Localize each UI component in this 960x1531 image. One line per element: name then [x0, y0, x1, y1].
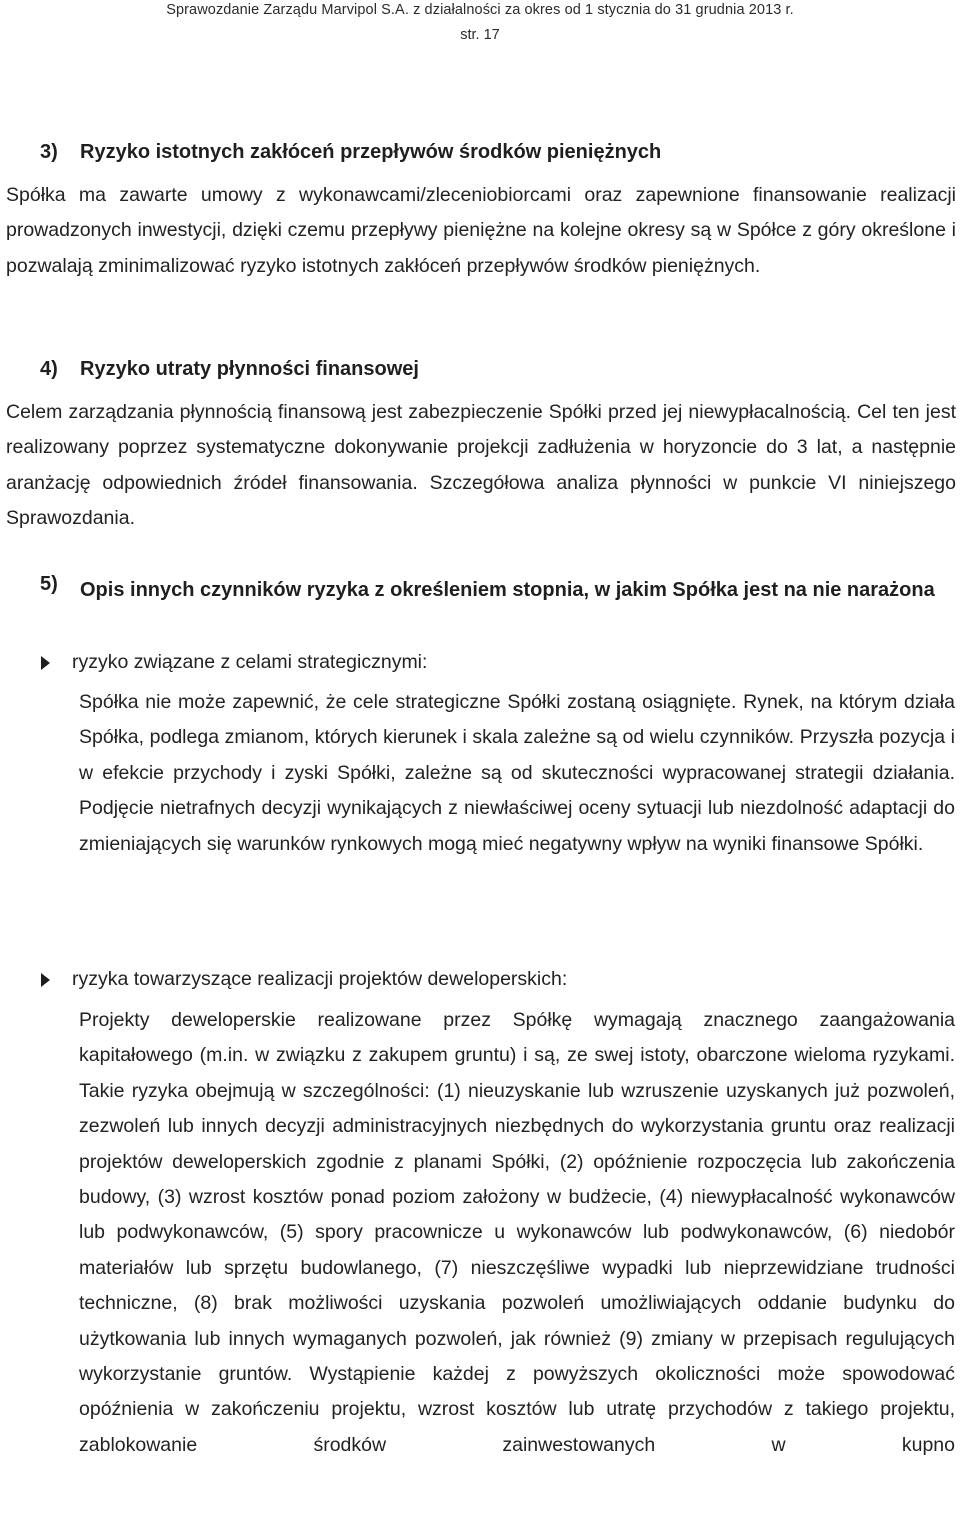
section-5-heading: [40, 573, 954, 609]
section-4-title: Ryzyko utraty płynności finansowej: [80, 358, 419, 380]
bullet-body-strategic: Spółka nie może zapewnić, że cele strategiczne Spółki zostaną osiągnięte. Rynek, na którym działa Spółka, podlega zmianom, których kierunek i skala zależne są od wielu czynników. Przyszła pozycja i w efekcie przychody i zyski Spółki, zależne są od skuteczności wypracowanej strategii działania. Podjęcie nietrafnych decyzji wynikających z niewłaściwej oceny sytuacji lub niezdolność adaptacji do zmieniających się warunków rynkowych mogą mieć negatywny wpływ na wyniki finansowe Spółki.: [79, 691, 955, 855]
section-5-title: Opis innych czynników ryzyka z określeniem stopnia, w jakim Spółka jest na nie narażona: [80, 579, 935, 601]
section-5-number: 5): [40, 573, 58, 595]
page-number: str. 17: [460, 27, 500, 43]
triangle-bullet-icon: [41, 656, 50, 670]
section-3-heading: [40, 141, 661, 164]
section-4-number: 4): [40, 358, 58, 380]
section-3-title: Ryzyko istotnych zakłóceń przepływów środków pieniężnych: [80, 141, 662, 163]
section-3-body: Spółka ma zawarte umowy z wykonawcami/zleceniobiorcami oraz zapewnione finansowanie realizacji prowadzonych inwestycji, dzięki czemu przepływy pieniężne na kolejne okresy są w Spółce z góry określone i pozwalają zminimalizować ryzyko istotnych zakłóceń przepływów środków pieniężnych.: [6, 184, 956, 277]
bullet-item-developer: [40, 968, 567, 991]
bullet-item-strategic: [40, 651, 427, 674]
bullet-label: ryzyka towarzyszące realizacji projektów deweloperskich:: [72, 968, 568, 990]
bullet-label: ryzyko związane z celami strategicznymi:: [72, 651, 428, 673]
document-header-title: Sprawozdanie Zarządu Marvipol S.A. z działalności za okres od 1 stycznia do 31 grudnia 2013 r.: [166, 2, 794, 18]
bullet-body-developer: Projekty deweloperskie realizowane przez Spółkę wymagają znacznego zaangażowania kapitałowego (m.in. w związku z zakupem gruntu) i są, ze swej istoty, obarczone wieloma ryzykami. Takie ryzyka obejmują w szczególności: (1) nieuzyskanie lub wzruszenie uzyskanych już pozwoleń, zezwoleń lub innych decyzji administracyjnych niezbędnych do wykorzystania gruntu oraz realizacji projektów deweloperskich zgodnie z planami Spółki, (2) opóźnienie rozpoczęcia lub zakończenia budowy, (3) wzrost kosztów ponad poziom założony w budżecie, (4) niewypłacalność wykonawców lub podwykonawców, (5) spory pracownicze u wykonawców lub podwykonawców, (6) niedobór materiałów lub sprzętu budowlanego, (7) nieszczęśliwe wypadki lub nieprzewidziane trudności techniczne, (8) brak możliwości uzyskania pozwoleń umożliwiających oddanie budynku do użytkowania lub innych wymaganych pozwoleń, jak również (9) zmiany w przepisach regulujących wykorzystanie gruntów. Wystąpienie każdej z powyższych okoliczności może spowodować opóźnienia w zakończeniu projektu, wzrost kosztów lub utratę przychodów z takiego projektu, zablokowanie środków zainwestowanych w kupno: [79, 1009, 955, 1456]
section-4-heading: [40, 358, 419, 381]
section-3-number: 3): [40, 141, 58, 163]
section-4-body: Celem zarządzania płynnością finansową jest zabezpieczenie Spółki przed jej niewypłacalnością. Cel ten jest realizowany poprzez systematyczne dokonywanie projekcji zadłużenia w horyzoncie do 3 lat, a następnie aranżację odpowiednich źródeł finansowania. Szczegółowa analiza płynności w punkcie VI niniejszego Sprawozdania.: [6, 401, 956, 530]
triangle-bullet-icon: [41, 973, 50, 987]
